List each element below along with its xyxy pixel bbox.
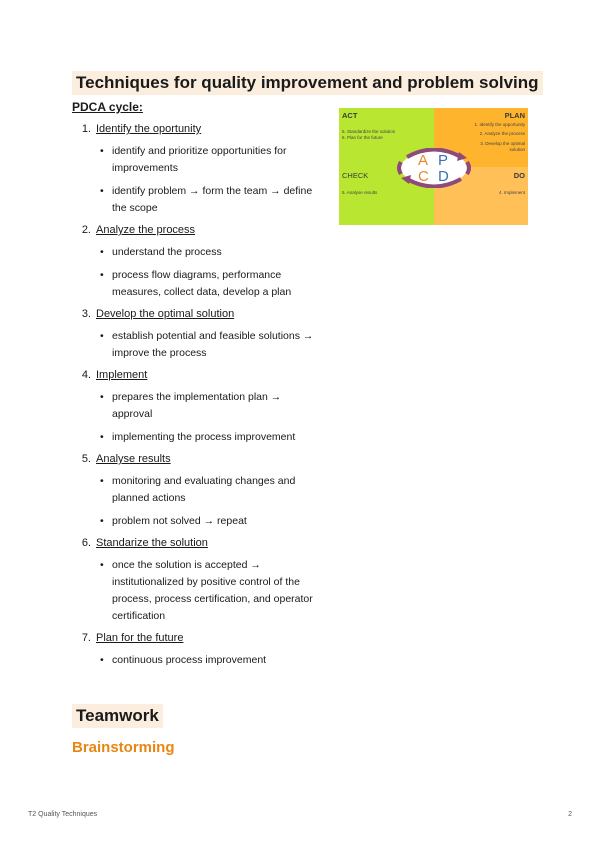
bullet-item: • identify problem → form the team → define the scope: [100, 183, 322, 217]
cycle-arrows-icon: [393, 148, 475, 188]
step-heading: [72, 122, 322, 136]
act-item: 5. Standardize the solution: [342, 129, 396, 134]
step-heading: [72, 223, 322, 237]
step-item: [72, 368, 322, 446]
step-bullet-list: [72, 473, 322, 530]
footer-page-number: 2: [568, 811, 572, 818]
bullet-item: • prepares the implementation plan → approval: [100, 389, 322, 423]
step-heading: [72, 631, 322, 645]
plan-item: 1. Identify the opportunity: [474, 122, 525, 127]
pdca-diagram: [339, 108, 528, 225]
plan-item: 2. Analyze the process: [479, 131, 525, 136]
pdca-subtitle: PDCA cycle:: [72, 100, 143, 114]
step-item: [72, 452, 322, 530]
step-title: Plan for the future: [96, 632, 184, 644]
footer-doc-name: T2 Quality Techniques: [28, 811, 98, 818]
bullet-item: • understand the process: [100, 244, 322, 261]
plan-item: 3. Develop the optimal solution: [480, 141, 525, 152]
step-heading: [72, 452, 322, 466]
step-item: [72, 122, 322, 217]
step-number: 3.: [81, 308, 91, 320]
do-item: 4. Implement: [498, 189, 525, 195]
step-number: 6.: [81, 537, 91, 549]
step-bullet-list: [72, 652, 322, 669]
step-number: 5.: [81, 453, 91, 465]
step-number: 1.: [81, 123, 91, 135]
step-number: 2.: [81, 224, 91, 236]
section-heading-teamwork: Teamwork: [72, 704, 163, 728]
plan-label: PLAN: [504, 111, 525, 120]
bullet-item: • problem not solved → repeat: [100, 513, 322, 530]
do-label: DO: [513, 170, 525, 180]
step-heading: [72, 368, 322, 382]
step-item: [72, 536, 322, 625]
bullet-item: • continuous process improvement: [100, 652, 322, 669]
check-label: CHECK: [342, 170, 369, 180]
step-title: Develop the optimal solution: [96, 308, 235, 320]
subsection-heading-brainstorming: Brainstorming: [72, 739, 175, 756]
bullet-item: • identify and prioritize opportunities for improvements: [100, 143, 322, 177]
step-heading: [72, 307, 322, 321]
step-bullet-list: [72, 143, 322, 217]
wheel-letter-p: P: [438, 152, 449, 169]
act-label: ACT: [342, 111, 358, 120]
pdca-steps-list: [72, 122, 322, 675]
step-item: [72, 223, 322, 301]
step-title: Analyze the process: [96, 224, 196, 236]
act-item: 6. Plan for the future: [342, 135, 383, 140]
wheel-letter-c: C: [418, 168, 429, 185]
step-title: Analyse results: [96, 453, 171, 465]
step-heading: [72, 536, 322, 550]
step-title: Identify the oportunity: [96, 123, 202, 135]
wheel-letter-d: D: [438, 168, 449, 185]
step-bullet-list: [72, 244, 322, 301]
bullet-item: • once the solution is accepted → institutionalized by positive control of the process, process certification, and operator certification: [100, 557, 322, 625]
step-item: [72, 307, 322, 362]
step-title: Standarize the solution: [96, 537, 208, 549]
bullet-item: • monitoring and evaluating changes and planned actions: [100, 473, 322, 507]
wheel-letter-a: A: [418, 152, 429, 169]
step-bullet-list: [72, 328, 322, 362]
bullet-item: • implementing the process improvement: [100, 429, 322, 446]
pdca-wheel: [393, 148, 475, 188]
step-item: [72, 631, 322, 669]
page-title: Techniques for quality improvement and problem solving: [72, 71, 543, 95]
step-number: 4.: [81, 369, 91, 381]
bullet-item: • process flow diagrams, performance measures, collect data, develop a plan: [100, 267, 322, 301]
check-item: 5. Analyse results: [342, 189, 378, 195]
bullet-item: • establish potential and feasible solutions → improve the process: [100, 328, 322, 362]
step-bullet-list: [72, 389, 322, 446]
step-number: 7.: [81, 632, 91, 644]
step-title: Implement: [96, 369, 148, 381]
step-bullet-list: [72, 557, 322, 625]
